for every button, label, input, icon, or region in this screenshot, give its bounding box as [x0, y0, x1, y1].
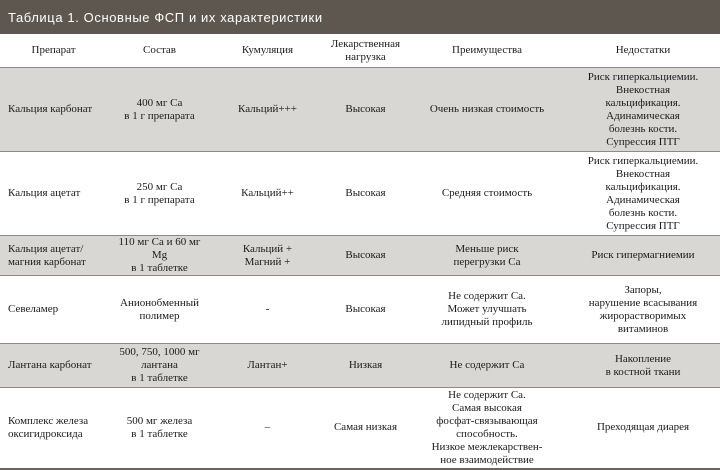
cell-drug-load: Высокая	[323, 276, 408, 344]
cell-disadvantages: Накопление в костной ткани	[566, 344, 720, 388]
cell-drug-load: Низкая	[323, 344, 408, 388]
cell-disadvantages: Риск гиперкальциемии. Внекостная кальцификация. Адинамическая болезнь кости. Супрессия ПТГ	[566, 68, 720, 152]
phosphate-binders-table	[0, 34, 720, 468]
header-preparation: Препарат	[0, 34, 107, 68]
cell-cumulation: Кальций+++	[212, 68, 323, 152]
table-row	[0, 388, 720, 468]
cell-cumulation: Лантан+	[212, 344, 323, 388]
cell-disadvantages: Риск гиперкальциемии. Внекостная кальцификация. Адинамическая болезнь кости. Супрессия ПТГ	[566, 152, 720, 236]
cell-composition: 250 мг Са в 1 г препарата	[107, 152, 212, 236]
table-row	[0, 68, 720, 152]
table-row	[0, 276, 720, 344]
header-advantages: Преимущества	[408, 34, 566, 68]
header-drug-load: Лекарственная нагрузка	[323, 34, 408, 68]
cell-advantages: Не содержит Са. Может улучшать липидный профиль	[408, 276, 566, 344]
cell-preparation: Кальция карбонат	[0, 68, 107, 152]
table-title: Таблица 1. Основные ФСП и их характеристики	[0, 0, 720, 34]
header-disadvantages: Недостатки	[566, 34, 720, 68]
cell-composition: 500, 750, 1000 мг лантана в 1 таблетке	[107, 344, 212, 388]
cell-preparation: Комплекс железа оксигидроксида	[0, 388, 107, 468]
cell-advantages: Меньше риск перегрузки Са	[408, 236, 566, 276]
cell-composition: Анионобменный полимер	[107, 276, 212, 344]
cell-composition: 110 мг Са и 60 мг Mg в 1 таблетке	[107, 236, 212, 276]
table-row	[0, 236, 720, 276]
cell-preparation: Лантана карбонат	[0, 344, 107, 388]
cell-drug-load: Высокая	[323, 236, 408, 276]
cell-advantages: Очень низкая стоимость	[408, 68, 566, 152]
table-bottom-rule	[0, 468, 720, 470]
cell-cumulation: -	[212, 276, 323, 344]
cell-advantages: Не содержит Са	[408, 344, 566, 388]
cell-advantages: Средняя стоимость	[408, 152, 566, 236]
table-row	[0, 152, 720, 236]
header-composition: Состав	[107, 34, 212, 68]
cell-drug-load: Самая низкая	[323, 388, 408, 468]
cell-preparation: Кальция ацетат/ магния карбонат	[0, 236, 107, 276]
cell-composition: 500 мг железа в 1 таблетке	[107, 388, 212, 468]
cell-composition: 400 мг Са в 1 г препарата	[107, 68, 212, 152]
cell-drug-load: Высокая	[323, 152, 408, 236]
table-row	[0, 344, 720, 388]
cell-cumulation: –	[212, 388, 323, 468]
header-cumulation: Кумуляция	[212, 34, 323, 68]
table-header-row	[0, 34, 720, 68]
cell-disadvantages: Запоры, нарушение всасывания жирорастворимых витаминов	[566, 276, 720, 344]
cell-preparation: Кальция ацетат	[0, 152, 107, 236]
cell-disadvantages: Риск гипермагниемии	[566, 236, 720, 276]
cell-cumulation: Кальций++	[212, 152, 323, 236]
cell-advantages: Не содержит Са. Самая высокая фосфат-связывающая способность. Низкое межлекарствен- ное взаимодействие	[408, 388, 566, 468]
cell-cumulation: Кальций + Магний +	[212, 236, 323, 276]
cell-disadvantages: Преходящая диарея	[566, 388, 720, 468]
cell-preparation: Севеламер	[0, 276, 107, 344]
cell-drug-load: Высокая	[323, 68, 408, 152]
